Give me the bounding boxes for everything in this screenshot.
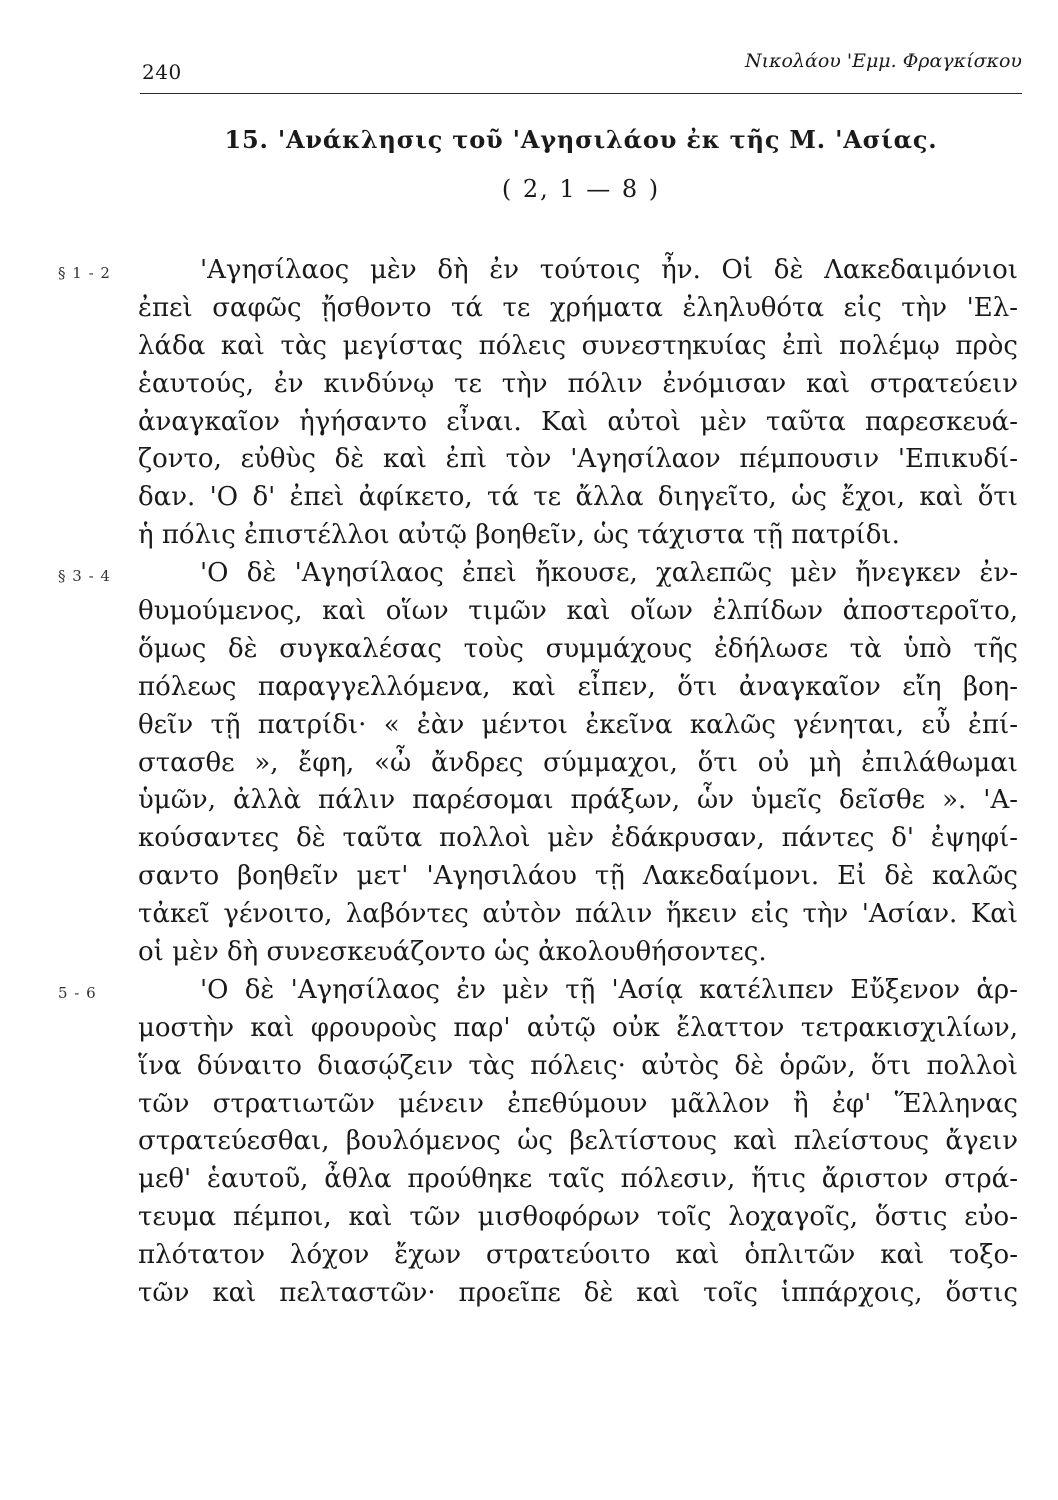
margin-note: 5 - 6: [58, 983, 97, 1002]
text-line: ἡ πόλις ἐπιστέλλοι αὐτῷ βοηθεῖν, ὡς τάχιστα τῇ πατρίδι.: [138, 520, 900, 551]
section-reference: ( 2, 1 — 8 ): [501, 175, 661, 203]
text-line: τῶν καὶ πελταστῶν· προεῖπε δὲ καὶ τοῖς ἱππάρχοις, ὅστις: [138, 1278, 1018, 1309]
text-line: ἀναγκαῖον ἡγήσαντο εἶναι. Καὶ αὐτοὶ μὲν ταῦτα παρεσκευά-: [138, 406, 1018, 437]
running-head: Νικολάου 'Εμμ. Φραγκίσκου: [744, 50, 1022, 72]
text-line: ἵνα δύναιτο διασῴζειν τὰς πόλεις· αὐτὸς δὲ ὁρῶν, ὅτι πολλοὶ: [138, 1050, 1018, 1081]
text-line: ὅμως δὲ συγκαλέσας τοὺς συμμάχους ἐδήλωσε τὰ ὑπὸ τῆς: [138, 633, 1018, 664]
text-line: θεῖν τῇ πατρίδι· « ἐὰν μέντοι ἐκεῖνα καλῶς γένηται, εὖ ἐπί-: [138, 709, 1018, 740]
text-line: τευμα πέμποι, καὶ τῶν μισθοφόρων τοῖς λοχαγοῖς, ὅστις εὐο-: [138, 1202, 1018, 1233]
text-line: ἐπεὶ σαφῶς ᾔσθοντο τά τε χρήματα ἐληλυθότα εἰς τὴν 'Ελ-: [138, 292, 1018, 323]
text-line: λάδα καὶ τὰς μεγίστας πόλεις συνεστηκυίας ἐπὶ πολέμῳ πρὸς: [138, 330, 1018, 361]
text-line: [58, 972, 1018, 1010]
text-line: [58, 252, 1018, 290]
text-line-content: 'Ο δὲ 'Αγησίλαος ἐν μὲν τῇ 'Ασίᾳ κατέλιπεν Εὔξενον ἁρ-: [200, 974, 1018, 1005]
text-line: πόλεως παραγγελλόμενα, καὶ εἶπεν, ὅτι ἀναγκαῖον εἴη βοη-: [138, 671, 1018, 702]
text-line-content: 'Αγησίλαος μὲν δὴ ἐν τούτοις ἦν. Οἱ δὲ Λακεδαιμόνιοι: [200, 255, 1018, 285]
text-line: δαν. 'Ο δ' ἐπεὶ ἀφίκετο, τά τε ἄλλα διηγεῖτο, ὡς ἔχοι, καὶ ὅτι: [138, 482, 1018, 513]
header-rule: [140, 93, 1022, 95]
text-line-content: 'Ο δὲ 'Αγησίλαος ἐπεὶ ἤκουσε, χαλεπῶς μὲν ἤνεγκεν ἐν-: [200, 558, 1018, 589]
margin-note: § 1 - 2: [58, 264, 111, 282]
text-line: μοστὴν καὶ φρουροὺς παρ' αὐτῷ οὐκ ἔλαττον τετρακισχιλίων,: [138, 1012, 1018, 1043]
text-line: σαντο βοηθεῖν μετ' 'Αγησιλάου τῇ Λακεδαίμονι. Εἰ δὲ καλῶς: [138, 861, 1018, 892]
text-line: θυμούμενος, καὶ οἵων τιμῶν καὶ οἵων ἐλπίδων ἀποστεροῖτο,: [138, 596, 1018, 627]
text-line: τἀκεῖ γένοιτο, λαβόντες αὐτὸν πάλιν ἥκειν εἰς τὴν 'Ασίαν. Καὶ: [138, 899, 1018, 930]
text-line: ζοντο, εὐθὺς δὲ καὶ ἐπὶ τὸν 'Αγησίλαον πέμπουσιν 'Επικυδί-: [138, 444, 1018, 475]
text-line: στρατεύεσθαι, βουλόμενος ὡς βελτίστους καὶ πλείστους ἄγειν: [138, 1126, 1018, 1157]
text-line: ἑαυτούς, ἐν κινδύνῳ τε τὴν πόλιν ἐνόμισαν καὶ στρατεύειν: [138, 368, 1018, 399]
text-line: κούσαντες δὲ ταῦτα πολλοὶ μὲν ἐδάκρυσαν, πάντες δ' ἐψηφί-: [138, 823, 1018, 854]
text-line: τῶν στρατιωτῶν μένειν ἐπεθύμουν μᾶλλον ἢ ἐφ' Ἕλληνας: [138, 1088, 1018, 1119]
margin-note: § 3 - 4: [58, 567, 111, 586]
page-number: 240: [142, 60, 182, 84]
text-line: πλότατον λόχον ἔχων στρατεύοιτο καὶ ὁπλιτῶν καὶ τοξο-: [138, 1240, 1018, 1271]
text-line: οἱ μὲν δὴ συνεσκευάζοντο ὡς ἀκολουθήσοντες.: [138, 937, 767, 968]
body-text: [58, 252, 1018, 1313]
text-line: μεθ' ἑαυτοῦ, ἆθλα προύθηκε ταῖς πόλεσιν, ἥτις ἄριστον στρά-: [138, 1164, 1018, 1195]
page-header: [140, 46, 1022, 94]
text-line: ὑμῶν, ἀλλὰ πάλιν παρέσομαι πράξων, ὧν ὑμεῖς δεῖσθε ». 'Α-: [138, 785, 1018, 816]
section-title: 15. 'Ανάκλησις τοῦ 'Αγησιλάου ἐκ τῆς Μ. 'Ασίας.: [224, 125, 938, 154]
text-line: στασθε », ἔφη, «ὦ ἄνδρες σύμμαχοι, ὅτι οὐ μὴ ἐπιλάθωμαι: [138, 747, 1018, 778]
text-line: [58, 555, 1018, 593]
